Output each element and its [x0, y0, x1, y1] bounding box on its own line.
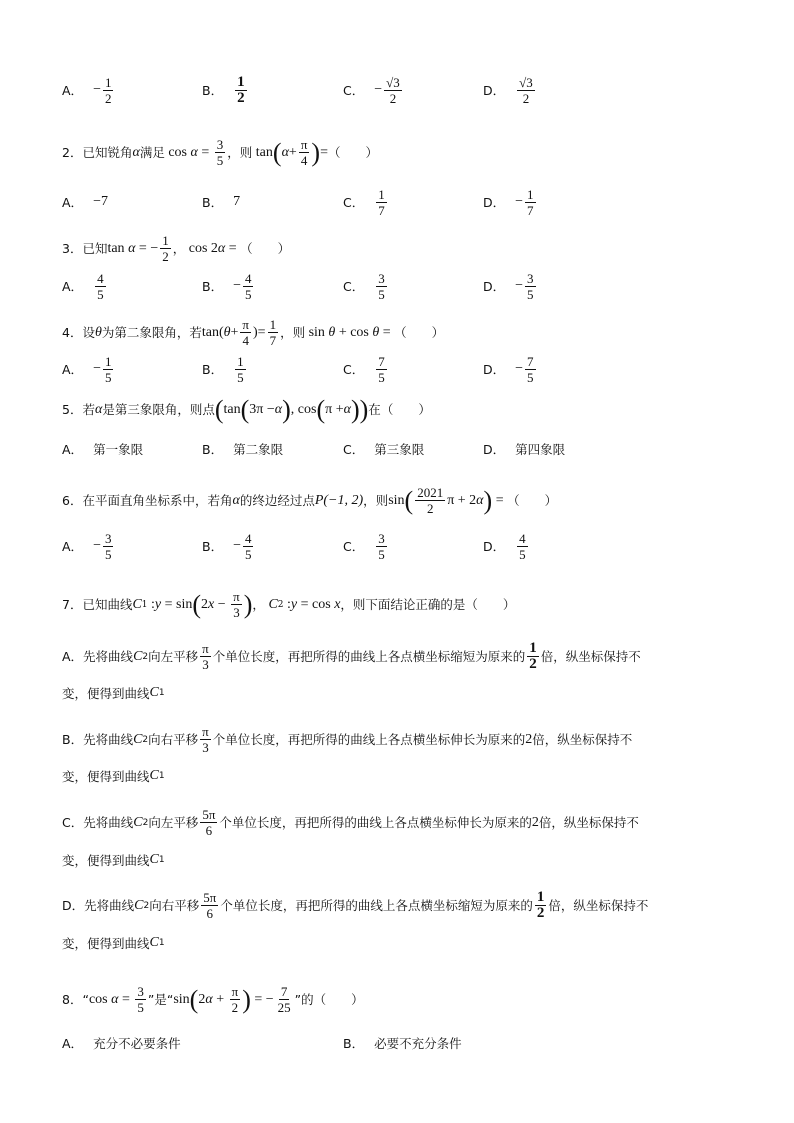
q7-option-a-cont: 变，便得到曲线 C 1 — [62, 685, 165, 701]
fraction: $\frac{\pi}{2}$ — [231, 984, 239, 1015]
fraction: $\frac{5\pi}{6}$ — [203, 890, 217, 921]
q3-stem: 3．已知 tan α = − $\frac{1}{2}$ ， cos 2 α = （ ） — [62, 233, 291, 264]
option-a[interactable]: A． −7 — [62, 194, 108, 210]
fraction: $\frac{1}{5}$ — [237, 353, 244, 385]
option-d[interactable]: D． − $\frac{3}{5}$ — [483, 270, 534, 302]
fraction: $\frac{2021}{2}$ — [417, 485, 444, 516]
fraction: $\frac{5\pi}{6}$ — [202, 807, 216, 838]
fraction: $\frac{4}{5}$ — [244, 270, 252, 302]
fraction: $\frac{4}{5}$ — [97, 270, 104, 302]
fraction: $\frac{\pi}{3}$ — [202, 724, 209, 755]
option-b[interactable]: B． − $\frac{4}{5}$ — [202, 270, 252, 302]
fraction: $\frac{1}{5}$ — [104, 353, 112, 385]
fraction: $\frac{7}{25}$ — [277, 984, 291, 1015]
q3-options — [62, 266, 742, 306]
fraction: $\frac{\pi}{3}$ — [202, 641, 209, 672]
fraction: $\frac{\pi}{3}$ — [233, 589, 240, 620]
fraction: $\frac{1}{7}$ — [527, 186, 534, 218]
option-d[interactable]: D． − $\frac{1}{7}$ — [483, 186, 534, 218]
fraction: $\frac{4}{5}$ — [519, 530, 526, 562]
q7-option-a[interactable]: A．先将曲线 C 2 向左平移 $\frac{\pi}{3}$ 个单位长度，再把所得的曲线上各点横坐标缩短为原来的 $\frac{1}{2}$ 倍，纵坐标保持不 — [62, 640, 641, 672]
option-d[interactable]: D． − $\frac{7}{5}$ — [483, 353, 534, 385]
option-c[interactable]: C． $\frac{1}{7}$ — [343, 186, 385, 218]
q7-option-c[interactable]: C．先将曲线 C 2 向左平移 $\frac{5\pi}{6}$ 个单位长度，再把所得的曲线上各点横坐标伸长为原来的 2 倍，纵坐标保持不 — [62, 807, 639, 838]
fraction: $\frac{1}{2}$ — [529, 640, 537, 672]
option-a[interactable]: A． $\frac{4}{5}$ — [62, 270, 104, 302]
option-d[interactable]: D． 第四象限 — [483, 442, 566, 457]
option-a[interactable]: A． 充分不必要条件 — [62, 1036, 181, 1051]
option-b[interactable]: B． 7 — [202, 194, 241, 210]
option-a[interactable]: A． 第一象限 — [62, 442, 144, 457]
option-b[interactable]: B． $\frac{1}{5}$ — [202, 353, 244, 385]
fraction: $\frac{1}{2}$ — [237, 73, 245, 106]
q4-stem: 4．设 θ 为第二象限角，若 tan( θ + $\frac{\pi}{4}$ )= $\frac{1}{7}$ ，则 sin θ + cos θ = （ ） — [62, 317, 445, 348]
fraction: $\frac{\pi}{4}$ — [300, 137, 308, 168]
fraction: $\frac{√3}{2}$ — [386, 74, 400, 106]
q8-options — [62, 1032, 742, 1054]
option-c[interactable]: C． $\frac{7}{5}$ — [343, 353, 385, 385]
fraction: $\frac{√3}{2}$ — [519, 74, 533, 106]
option-c[interactable]: C． $\frac{3}{5}$ — [343, 530, 385, 562]
option-b[interactable]: B． − $\frac{4}{5}$ — [202, 530, 252, 562]
q7-stem: 7．已知曲线 C 1 : y = sin ( 2 x − $\frac{\pi}{3}$ ) ， C 2 : y = cos x ，则下面结论正确的是（ ） — [62, 589, 516, 620]
option-c[interactable]: C． − $\frac{√3}{2}$ — [343, 74, 400, 106]
fraction: $\frac{1}{7}$ — [378, 186, 385, 218]
option-b[interactable]: B． 必要不充分条件 — [343, 1036, 462, 1051]
q5-options — [62, 438, 742, 460]
fraction: $\frac{1}{2}$ — [104, 74, 112, 106]
q7-option-d-cont: 变，便得到曲线 C 1 — [62, 935, 165, 951]
q6-stem: 6．在平面直角坐标系中，若角 α 的终边经过点 P(−1, 2) ，则 sin ( $\frac{2021}{2}$ π + 2 α ) = （ ） — [62, 485, 558, 516]
q2-stem: 2．已知锐角 α 满足 cos α = $\frac{3}{5}$ ，则 tan ( α + $\frac{\pi}{4}$ ) = （ ） — [62, 137, 378, 168]
option-b[interactable]: B． 第二象限 — [202, 442, 284, 457]
q6-options — [62, 526, 742, 566]
fraction: $\frac{7}{5}$ — [378, 353, 385, 385]
option-d[interactable]: D． $\frac{√3}{2}$ — [483, 74, 533, 106]
fraction: $\frac{3}{5}$ — [378, 270, 385, 302]
option-b[interactable]: B． $\frac{1}{2}$ — [202, 73, 245, 106]
fraction: $\frac{7}{5}$ — [527, 353, 534, 385]
q5-stem: 5．若 α 是第三象限角，则点 ( tan ( 3π − α ) , cos ( π + α ) ) 在 （ ） — [62, 395, 431, 424]
option-a[interactable]: A． − $\frac{1}{2}$ — [62, 74, 112, 106]
fraction: $\frac{3}{5}$ — [378, 530, 385, 562]
fraction: $\frac{1}{2}$ — [162, 233, 169, 264]
option-c[interactable]: C． 第三象限 — [343, 442, 425, 457]
fraction: $\frac{1}{2}$ — [536, 889, 545, 921]
fraction: $\frac{\pi}{4}$ — [242, 317, 249, 348]
option-d[interactable]: D． $\frac{4}{5}$ — [483, 530, 526, 562]
q7-option-b-cont: 变，便得到曲线 C 1 — [62, 768, 165, 784]
q4-options — [62, 349, 742, 389]
option-a[interactable]: A． − $\frac{1}{5}$ — [62, 353, 112, 385]
q1-options — [62, 70, 742, 110]
fraction: $\frac{4}{5}$ — [244, 530, 252, 562]
q8-stem: 8．“ cos α = $\frac{3}{5}$ ”是“ sin ( 2 α + $\frac{\pi}{2}$ ) = − $\frac{7}{25}$ ”的 （ ） — [62, 984, 364, 1015]
fraction: $\frac{1}{7}$ — [269, 317, 277, 348]
fraction: $\frac{3}{5}$ — [527, 270, 534, 302]
q7-option-d[interactable]: D．先将曲线 C 2 向右平移 $\frac{5\pi}{6}$ 个单位长度，再把所得的曲线上各点横坐标缩短为原来的 $\frac{1}{2}$ 倍，纵坐标保持不 — [62, 889, 649, 921]
option-a[interactable]: A． − $\frac{3}{5}$ — [62, 530, 112, 562]
fraction: $\frac{3}{5}$ — [216, 137, 224, 168]
q2-options — [62, 182, 742, 222]
q7-option-b[interactable]: B．先将曲线 C 2 向右平移 $\frac{\pi}{3}$ 个单位长度，再把所得的曲线上各点横坐标伸长为原来的 2 倍，纵坐标保持不 — [62, 724, 633, 755]
fraction: $\frac{3}{5}$ — [104, 530, 112, 562]
option-c[interactable]: C． $\frac{3}{5}$ — [343, 270, 385, 302]
fraction: $\frac{3}{5}$ — [137, 984, 144, 1015]
q7-option-c-cont: 变，便得到曲线 C 1 — [62, 852, 165, 868]
